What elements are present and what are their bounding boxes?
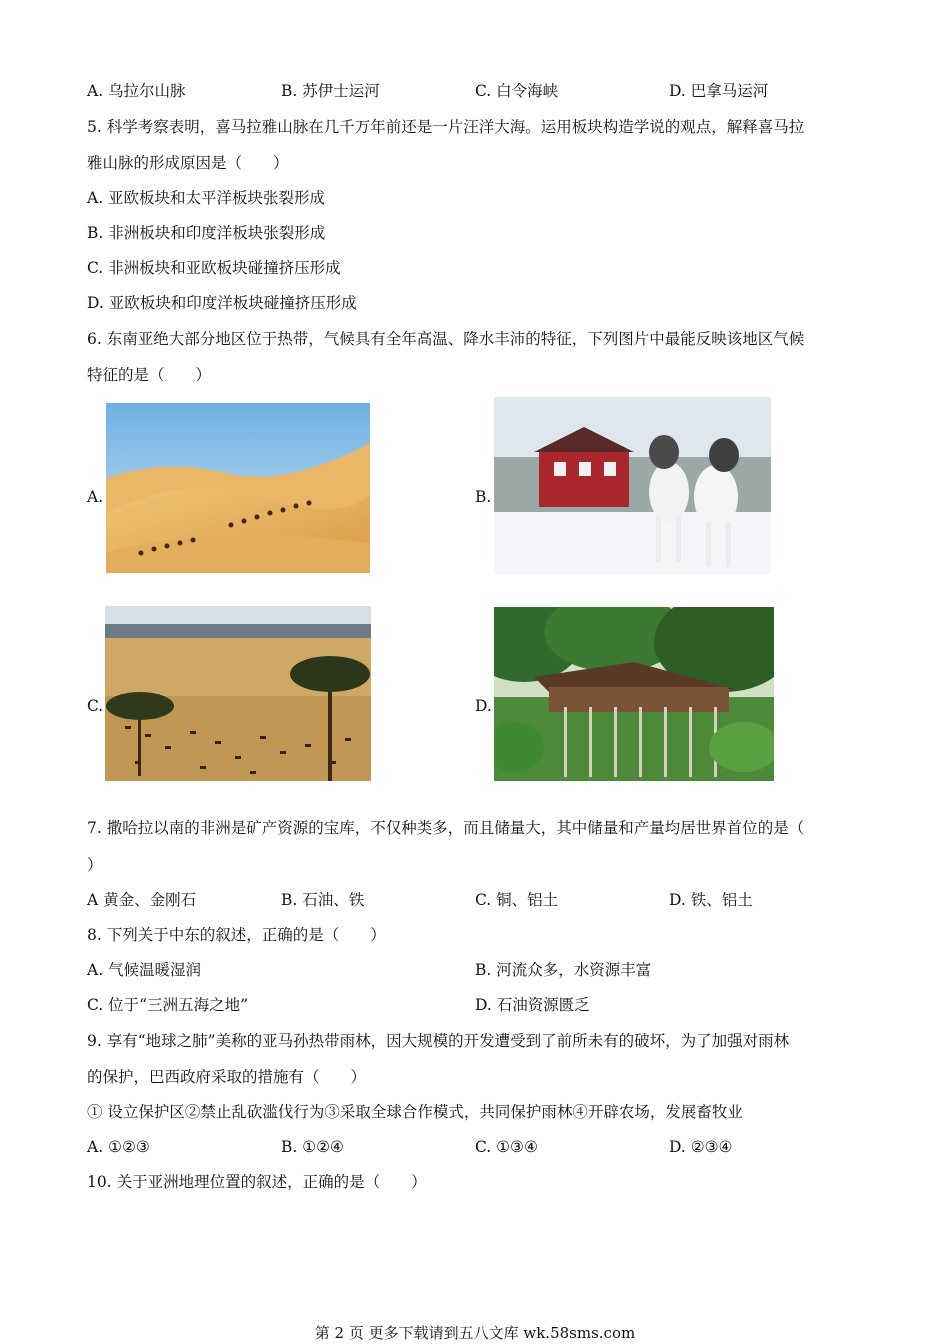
q9-option-a: A. ①②③ [87, 1138, 150, 1156]
q9-option-c: C. ①③④ [475, 1138, 538, 1156]
q8-option-a: A. 气候温暖湿润 [87, 961, 202, 979]
q5-option-a: A. 亚欧板块和太平洋板块张裂形成 [87, 189, 326, 207]
q5-option-c: C. 非洲板块和亚欧板块碰撞挤压形成 [87, 259, 341, 277]
q7-option-a: A 黄金、金刚石 [87, 891, 197, 909]
q6-image-label-d: D. [475, 697, 492, 715]
q9-stem-line1: 9. 享有“地球之肺”美称的亚马孙热带雨林，因大规模的开发遭受到了前所未有的破坏，为了加强对雨林 [87, 1032, 790, 1050]
q5-option-d: D. 亚欧板块和印度洋板块碰撞挤压形成 [87, 294, 357, 312]
q9-stem-line2: 的保护，巴西政府采取的措施有（ ） [87, 1068, 367, 1086]
q8-option-c: C. 位于“三洲五海之地” [87, 996, 249, 1014]
q8-option-b: B. 河流众多，水资源丰富 [475, 961, 652, 979]
q9-statements: ① 设立保护区②禁止乱砍滥伐行为③采取全球合作模式，共同保护雨林④开辟农场，发展畜牧业 [87, 1103, 743, 1121]
q7-stem-line1: 7. 撒哈拉以南的非洲是矿产资源的宝库，不仅种类多，而且储量大，其中储量和产量均居世界首位的是（ [87, 819, 805, 837]
q4-option-b: B. 苏伊士运河 [281, 82, 380, 100]
q9-option-b: B. ①②④ [281, 1138, 344, 1156]
q5-option-b: B. 非洲板块和印度洋板块张裂形成 [87, 224, 326, 242]
q6-stem-line1: 6. 东南亚绝大部分地区位于热带，气候具有全年高温、降水丰沛的特征，下列图片中最能反映该地区气候 [87, 330, 805, 348]
desert-camel-caravan-photo [106, 403, 370, 573]
q10-stem: 10. 关于亚洲地理位置的叙述，正确的是（ ） [87, 1173, 427, 1191]
savanna-wildebeest-photo [105, 606, 371, 781]
q8-option-d: D. 石油资源匮乏 [475, 996, 590, 1014]
q5-stem-line1: 5. 科学考察表明，喜马拉雅山脉在几千万年前还是一片汪洋大海。运用板块构造学说的观点，解释喜马拉 [87, 118, 805, 136]
q7-option-d: D. 铁、铝土 [669, 891, 753, 909]
q4-option-d: D. 巴拿马运河 [669, 82, 769, 100]
q6-image-label-c: C. [87, 697, 104, 715]
q7-option-b: B. 石油、铁 [281, 891, 365, 909]
q7-stem-line2: ） [87, 856, 103, 874]
q5-stem-line2: 雅山脉的形成原因是（ ） [87, 154, 289, 172]
q4-option-c: C. 白令海峡 [475, 82, 559, 100]
q6-stem-line2: 特征的是（ ） [87, 366, 212, 384]
q8-stem: 8. 下列关于中东的叙述，正确的是（ ） [87, 926, 386, 944]
snow-husky-red-house-photo [494, 397, 771, 574]
q9-option-d: D. ②③④ [669, 1138, 733, 1156]
q7-option-c: C. 铜、铝土 [475, 891, 559, 909]
q6-image-label-b: B. [475, 488, 492, 506]
page-footer: 第 2 页 更多下载请到五八文库 wk.58sms.com [314, 1324, 636, 1342]
q6-image-label-a: A. [87, 488, 104, 506]
q4-option-a: A. 乌拉尔山脉 [87, 82, 186, 100]
rainforest-stilt-house-photo [494, 607, 774, 781]
